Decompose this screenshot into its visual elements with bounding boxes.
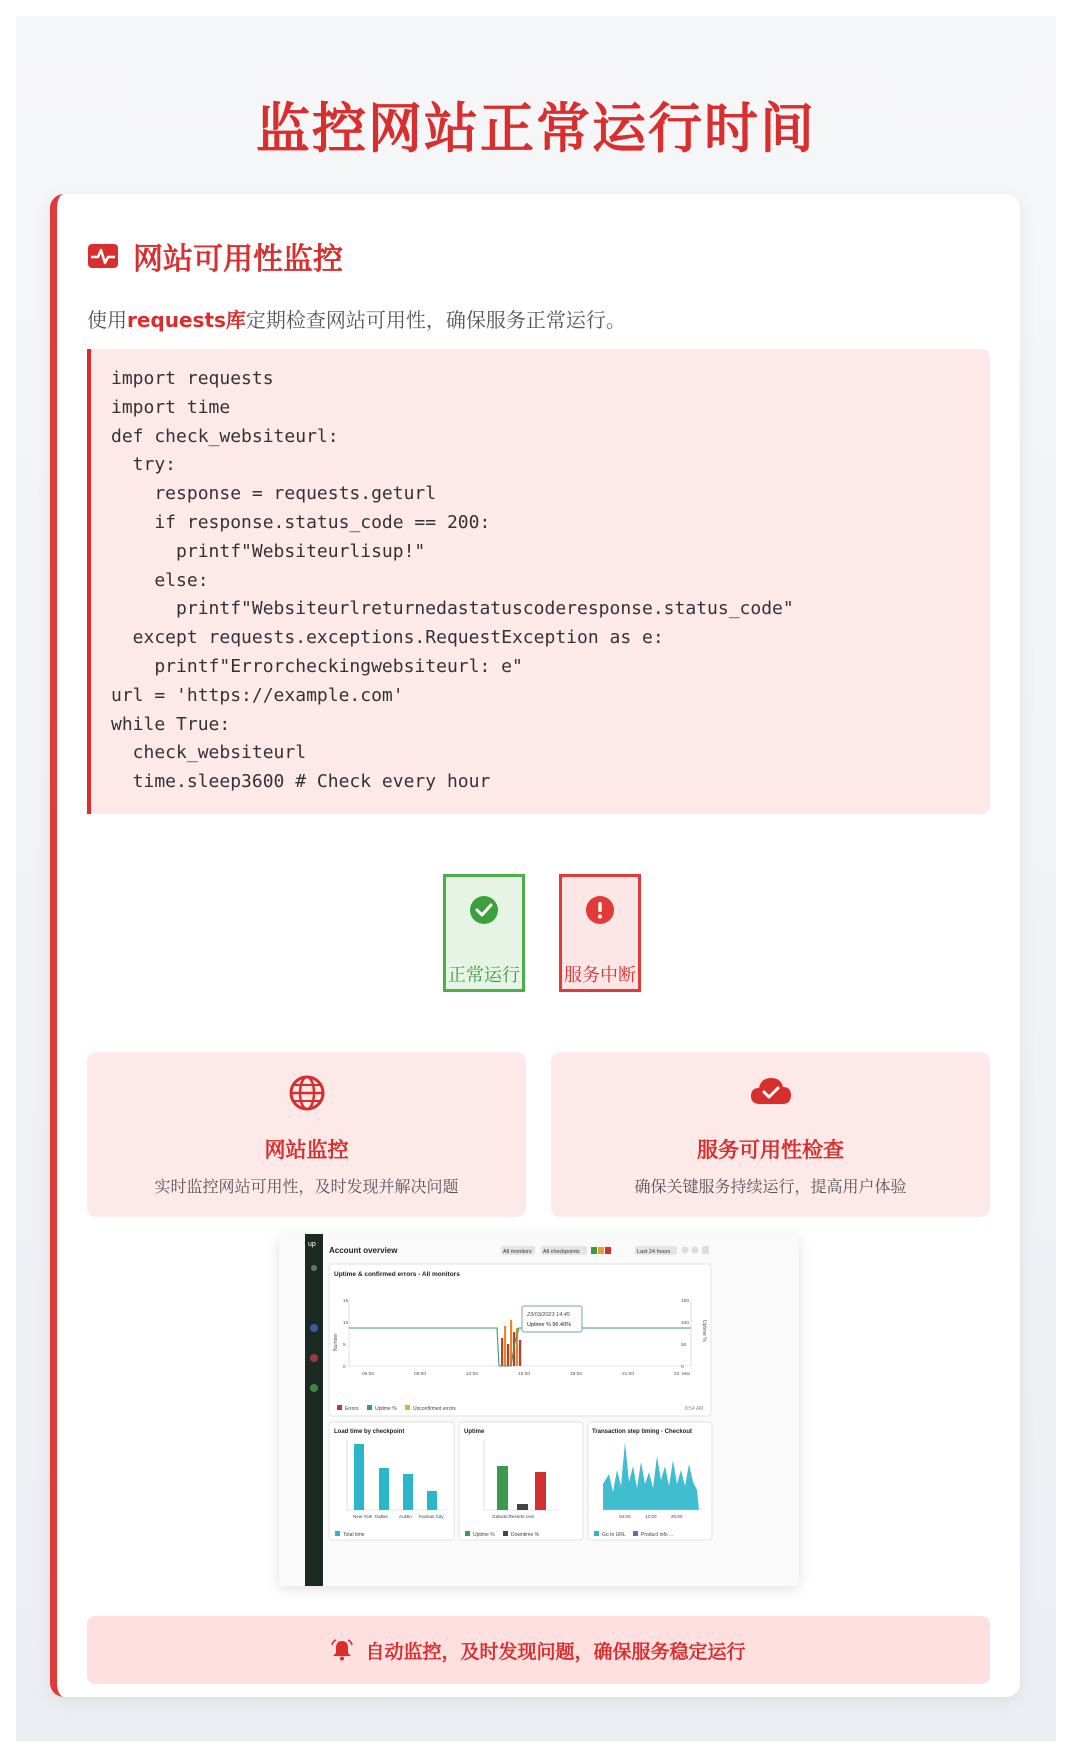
bar-austin [403,1474,413,1510]
feature-desc: 实时监控网站可用性，及时发现并解决问题 [154,1177,459,1196]
feature-desc: 确保关键服务持续运行，提高用户体验 [634,1177,907,1196]
section-header [87,234,343,278]
section-title: 网站可用性监控 [133,242,343,277]
error-bar [501,1338,503,1366]
cat-dallas: Dallas [375,1514,388,1519]
feature-title: 网站监控 [264,1138,349,1162]
code-line: else: [111,569,209,591]
x-tick: 22. Mar [674,1372,691,1377]
dash-filter-time: Last 24 hours [637,1249,671,1255]
transaction-panel-title: Transaction step timing - Checkout [592,1429,693,1435]
y-left-tick: 15 [343,1299,349,1304]
y-left-tick: 5 [343,1343,346,1348]
y-right-tick: 150 [681,1299,690,1304]
alert-circle-icon [585,895,615,925]
y-left-tick: 10 [343,1321,349,1326]
cat-new-york: New York [353,1514,373,1519]
bottom-banner [87,1616,990,1684]
legend-uptime-small: Uptime % [473,1532,495,1538]
sidebar-search-icon [311,1265,317,1271]
check-circle-icon [469,895,499,925]
uptime-panel-title: Uptime & confirmed errors - All monitors [334,1271,460,1278]
status-down-label: 服务中断 [564,965,636,986]
status-row [57,874,1020,994]
cat-austin: Austin [399,1514,412,1519]
dash-filter-checkpoints: All checkpoints [543,1249,580,1255]
legend-downtime: Downtime % [511,1532,540,1538]
feature-website-monitoring [87,1052,526,1217]
x-tick: 18:00 [570,1372,583,1377]
legend-errors: Errors [345,1406,359,1412]
intro-prefix: 使用 [87,308,127,332]
intro-text [87,304,626,333]
legend-unconfirmed: Unconfirmed errors [413,1406,456,1412]
legend-uptime: Uptime % [375,1406,397,1412]
cloud-check-icon [749,1074,793,1108]
code-line: time.sleep3600 # Check every hour [111,771,491,793]
legend-go-url: Go to URL [602,1532,626,1538]
globe-icon [288,1074,326,1112]
feature-service-check [551,1052,990,1217]
sidebar-monitor-icon [310,1324,318,1332]
y-left-label: Number [333,1333,339,1351]
error-bar [504,1326,506,1366]
x-tick: 21:00 [622,1372,635,1377]
code-line: printf"Errorcheckingwebsiteurl: e" [111,655,523,677]
code-line: while True: [111,713,231,735]
legend-total-time: Total time [343,1532,365,1538]
bar-errors [535,1472,546,1510]
bell-icon [331,1639,353,1661]
dash-filter-monitors: All monitors [503,1249,532,1255]
intro-suffix: 定期检查网站可用性，确保服务正常运行。 [245,308,626,332]
intro-highlight: requests库 [127,308,246,332]
code-line: url = 'https://example.com' [111,684,404,706]
legend-product-info: Product info ... [641,1532,674,1538]
content-card [50,194,1020,1697]
bar-new-york [354,1444,364,1510]
sidebar-status-icon [310,1384,318,1392]
y-right-tick: 50 [681,1343,687,1348]
x-tick: 12:00 [466,1372,479,1377]
code-line: def check_websiteurl: [111,425,339,447]
code-line: check_websiteurl [111,742,307,764]
feature-title: 服务可用性检查 [697,1138,844,1162]
code-line: printf"Websiteurlisup!" [111,540,426,562]
page-title: 监控网站正常运行时间 [256,97,816,160]
error-bar [519,1340,521,1366]
x-tick: 15:00 [518,1372,531,1377]
code-line: except requests.exceptions.RequestException as e: [111,627,664,649]
uptime-small-title: Uptime [464,1429,485,1435]
heartbeat-icon [87,242,119,270]
cat-kansas: Kansas City [419,1514,444,1519]
time-stamp-main: 8:54 AM [685,1406,704,1412]
trans-tick-2: 12:00 [645,1514,657,1519]
tooltip-date: 23/03/2023 14:45 [527,1312,570,1318]
tooltip-value: Uptime % 96.40% [527,1322,572,1328]
code-line: if response.status_code == 200: [111,511,491,533]
x-tick: 09:00 [414,1372,427,1377]
dashboard-screenshot [279,1234,799,1586]
dashboard-logo: up [308,1241,316,1248]
x-tick: 06:00 [362,1372,375,1377]
y-right-label: Uptime % [701,1320,707,1342]
code-line: import requests [111,368,274,389]
trans-tick-1: 04:00 [619,1514,631,1519]
y-right-tick: 100 [681,1321,690,1326]
error-bar [507,1344,509,1366]
code-line: import time [111,396,231,418]
code-block [87,349,990,814]
trans-tick-3: 20:00 [671,1514,683,1519]
sidebar-alert-icon [310,1354,318,1362]
status-ok-label: 正常运行 [448,965,520,986]
y-left-tick: 0 [343,1365,346,1370]
bar-dallas [379,1468,389,1510]
code-line: printf"Websiteurlreturnedastatuscoderesponse.status_code" [111,598,794,620]
cat-galactic: GalacticResorts.com [492,1514,535,1519]
page [16,16,1056,1741]
code-line: try: [111,454,177,476]
y-right-tick: 0 [681,1365,684,1370]
bar-downtime [517,1504,528,1510]
status-ok [443,874,525,992]
status-down [559,874,641,992]
code-line: response = requests.geturl [111,483,437,505]
dashboard-sidebar [305,1234,323,1586]
load-panel-title: Load time by checkpoint [334,1429,405,1435]
banner-text: 自动监控，及时发现问题，确保服务稳定运行 [365,1640,746,1663]
dashboard-svg [279,1234,799,1586]
bar-uptime [497,1466,508,1510]
dash-heading: Account overview [329,1246,398,1255]
bar-kansas-city [427,1491,437,1510]
